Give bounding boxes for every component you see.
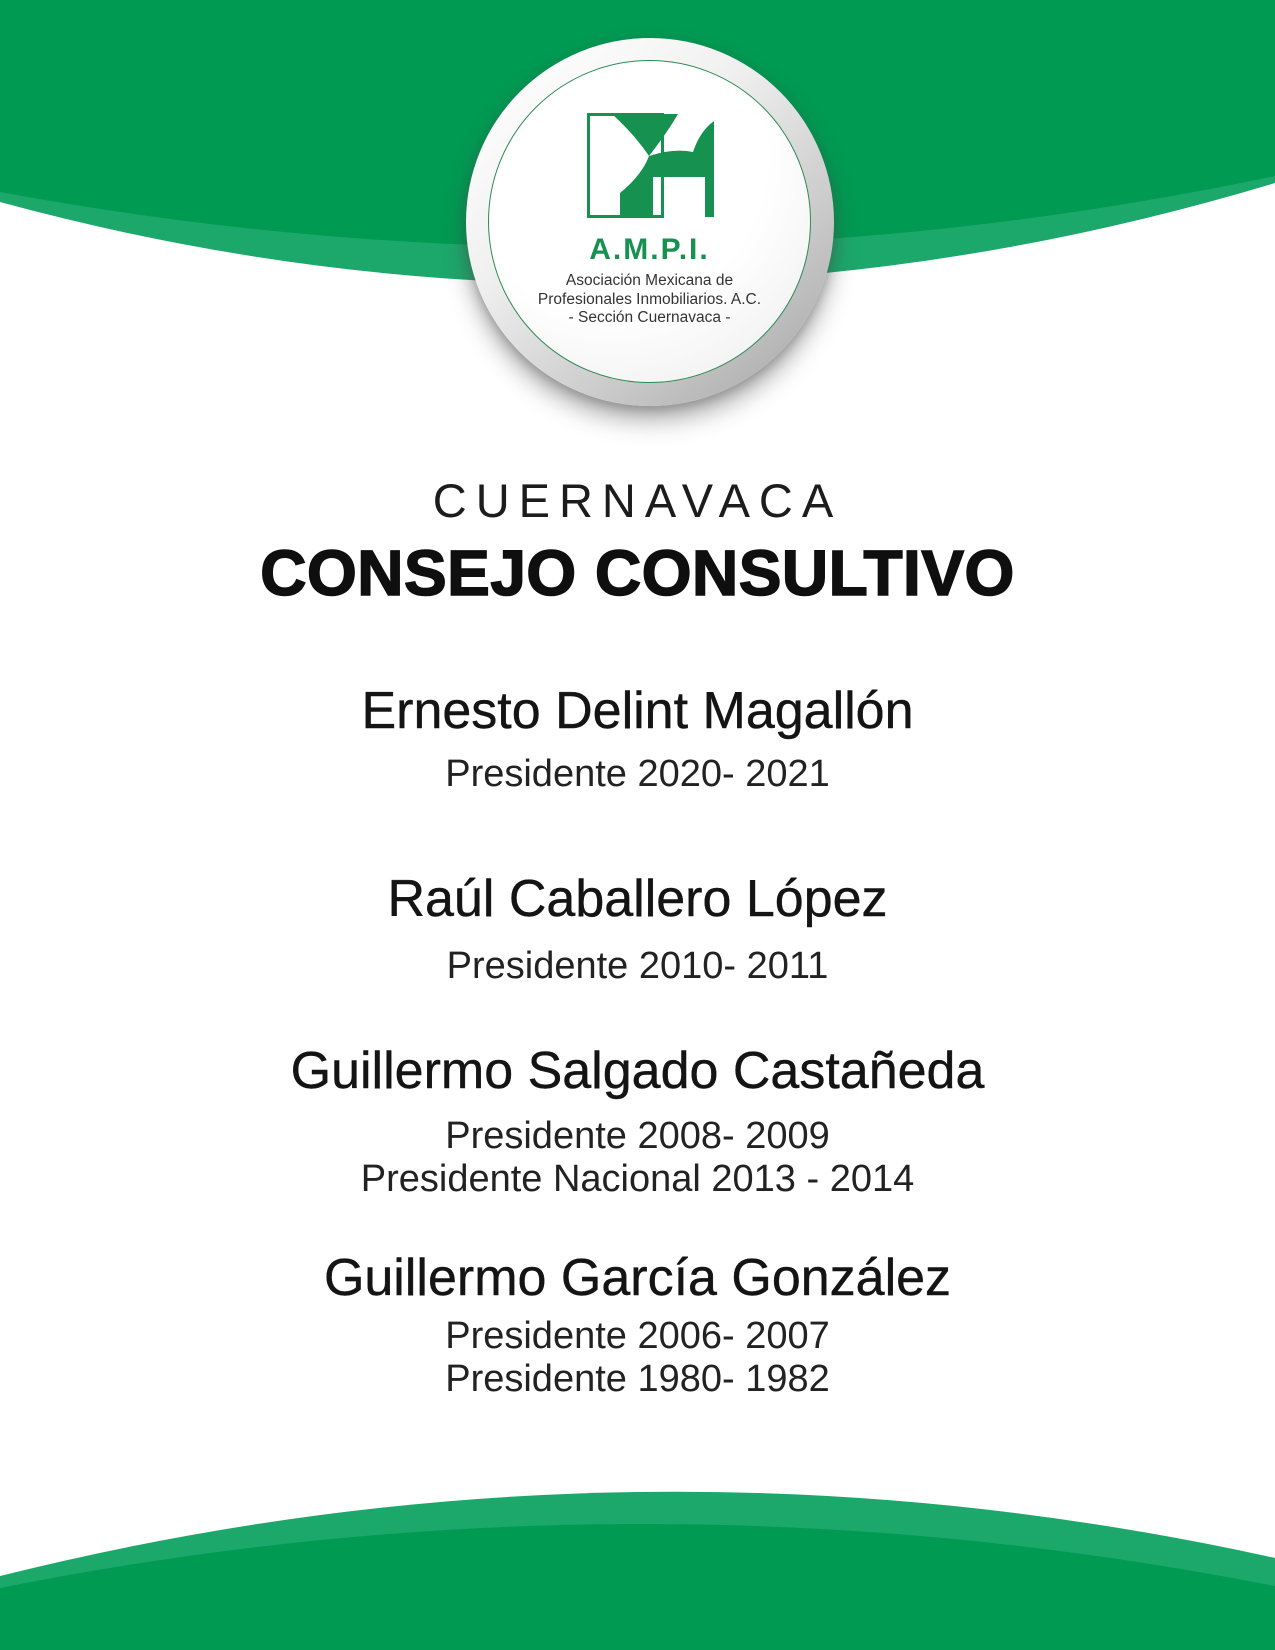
ampi-org-line-3: - Sección Cuernavaca - [568,309,731,326]
member-term: Presidente 1980- 1982 [445,1358,830,1400]
member-name: Guillermo Salgado Castañeda [290,1042,985,1100]
member-term: Presidente 2010- 2011 [446,945,829,987]
ampi-badge-inner-disc [488,60,811,383]
page-title: CONSEJO CONSULTIVO [260,537,1015,609]
ampi-org-line-2: Profesionales Inmobiliarios. A.C. [537,290,762,308]
member-term: Presidente 2006- 2007 [445,1315,830,1357]
member-term: Presidente Nacional 2013 - 2014 [360,1158,915,1200]
city-subtitle: CUERNAVACA [432,474,843,527]
ampi-logo-mark-icon [587,113,715,219]
member-name: Guillermo García González [323,1249,952,1307]
ampi-acronym: A.M.P.I. [589,233,710,266]
footer-swoosh [0,1470,1275,1650]
ampi-org-line-1: Asociación Mexicana de [565,272,734,289]
member-name: Raúl Caballero López [387,870,888,928]
member-term: Presidente 2008- 2009 [445,1115,830,1157]
ampi-badge [466,38,834,406]
member-name: Ernesto Delint Magallón [361,682,914,740]
member-term: Presidente 2020- 2021 [445,753,830,795]
ampi-org-name [489,272,810,328]
